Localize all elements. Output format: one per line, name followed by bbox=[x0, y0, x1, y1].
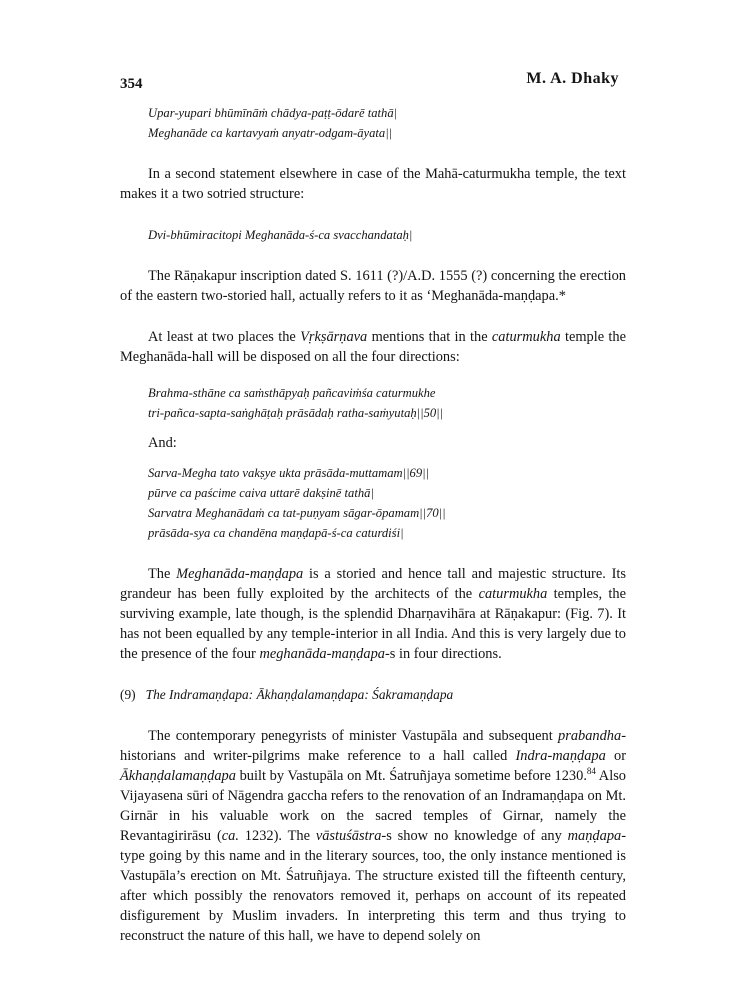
paragraph-text: or bbox=[605, 748, 626, 764]
italic-term: vāstuśāstra bbox=[315, 828, 382, 844]
section-number: (9) bbox=[120, 687, 136, 702]
italic-term: Vṛkṣārṇava bbox=[300, 329, 368, 345]
verse-line: Dvi-bhūmiracitopi Meghanāda-ś-ca svacchandataḥ| bbox=[148, 228, 413, 242]
paragraph-text: The contemporary penegyrists of minister Vastupāla and subsequent bbox=[148, 728, 559, 744]
paragraph-text: -type going by this name and in the literary sources, too, the only instance mentioned is Vastupāla’s erection on Mt. Śatruñjaya. The structure existed till the fifteenth century, after which possibly the renovators removed it, perhaps on account of its repeated disfigurement by Muslim invaders. In interpreting this term and thus trying to reconstruct the nature of this hall, we have to depend solely on bbox=[120, 828, 627, 944]
paragraph bbox=[120, 726, 626, 946]
verse-block bbox=[120, 383, 626, 423]
italic-term: maṇḍapa bbox=[567, 828, 622, 844]
italic-term: ca. bbox=[221, 828, 239, 844]
verse-line: Upar-yupari bhūmīnāṁ chādya-paṭṭ-ōdarē tathā| bbox=[148, 106, 398, 120]
paragraph bbox=[120, 266, 626, 306]
verse-block bbox=[120, 103, 626, 143]
text-column bbox=[120, 103, 626, 946]
verse-line: prāsāda-sya ca chandēna maṇḍapā-ś-ca caturdiśi| bbox=[148, 526, 404, 540]
running-head-author: M. A. Dhaky bbox=[526, 70, 619, 87]
verse-line: Sarva-Megha tato vakṣye ukta prāsāda-muttamam||69|| bbox=[148, 466, 430, 480]
paragraph-text: The bbox=[148, 566, 177, 582]
verse-line: Brahma-sthāne ca saṁsthāpyaḥ pañcaviṁśa caturmukhe bbox=[148, 386, 436, 400]
verse-line: Meghanāde ca kartavyaṁ anyatr-odgam-āyata|| bbox=[148, 126, 393, 140]
paragraph-text: -historians and writer-pilgrims make reference to a hall called bbox=[120, 728, 626, 764]
verse-line: pūrve ca paścime caiva uttarē dakṣinē tathā| bbox=[148, 486, 374, 500]
and-label: And: bbox=[148, 435, 177, 451]
paragraph-text: The Rāṇakapur inscription dated S. 1611 (?)/A.D. 1555 (?) concerning the erection of the eastern two-storied hall, actually refers to it as ‘Meghanāda-maṇḍapa.* bbox=[120, 268, 626, 304]
paragraph-text: 1232). The bbox=[238, 828, 316, 844]
paragraph bbox=[120, 564, 626, 664]
paragraph-text: Also Vijayasena sūri of Nāgendra gaccha refers to the renovation of an Indramaṇḍapa on Mt. Girnār in his valuable work on the sacred temples of Girnar, namely the Revantagirirāsu ( bbox=[120, 768, 626, 844]
italic-term: Meghanāda-maṇḍapa bbox=[176, 566, 304, 582]
italic-term: caturmukha bbox=[491, 329, 561, 345]
italic-term: Indra-maṇḍapa bbox=[515, 748, 606, 764]
verse-line: Sarvatra Meghanādaṁ ca tat-puṇyam sāgar-ōpamam||70|| bbox=[148, 506, 446, 520]
page-number: 354 bbox=[120, 76, 143, 92]
paragraph-text: built by Vastupāla on Mt. Śatruñjaya sometime before 1230. bbox=[235, 768, 587, 784]
italic-term: Ākhaṇḍalamaṇḍapa bbox=[120, 768, 236, 784]
paragraph-text: At least at two places the bbox=[148, 329, 301, 345]
verse-line: tri-pañca-sapta-saṅghāṭaḥ prāsādaḥ ratha-saṁyutaḥ||50|| bbox=[148, 406, 444, 420]
paragraph-text: -s show no knowledge of any bbox=[381, 828, 568, 844]
section-heading bbox=[120, 685, 626, 705]
paragraph bbox=[120, 164, 626, 204]
verse-block bbox=[120, 225, 626, 245]
paragraph-text: -s in four directions. bbox=[384, 646, 502, 662]
section-title: The Indramaṇḍapa: Ākhaṇḍalamaṇḍapa: Śakramaṇḍapa bbox=[145, 687, 454, 702]
verse-block bbox=[120, 463, 626, 543]
paragraph-text: In a second statement elsewhere in case of the Mahā-caturmukha temple, the text makes it a two sotried structure: bbox=[120, 166, 626, 202]
paragraph-text: is a storied and hence tall and majestic structure. Its grandeur has been fully exploited by the architects of the bbox=[120, 566, 626, 602]
italic-term: prabandha bbox=[558, 728, 622, 744]
italic-term: meghanāda-maṇḍapa bbox=[259, 646, 385, 662]
paragraph bbox=[120, 327, 626, 367]
italic-term: caturmukha bbox=[478, 586, 548, 602]
paragraph-text: mentions that in the bbox=[367, 329, 492, 345]
paragraph-text: temple the Meghanāda-hall will be disposed on all the four directions: bbox=[120, 329, 627, 365]
paragraph-text: temples, the surviving example, late though, is the splendid Dharṇavihāra at Rāṇakapur: (Fig. 7). It has not been equalled by any temple-interior in all India. And this is very largely due to the presence of the four bbox=[120, 586, 626, 662]
footnote-marker: 84 bbox=[586, 766, 596, 777]
